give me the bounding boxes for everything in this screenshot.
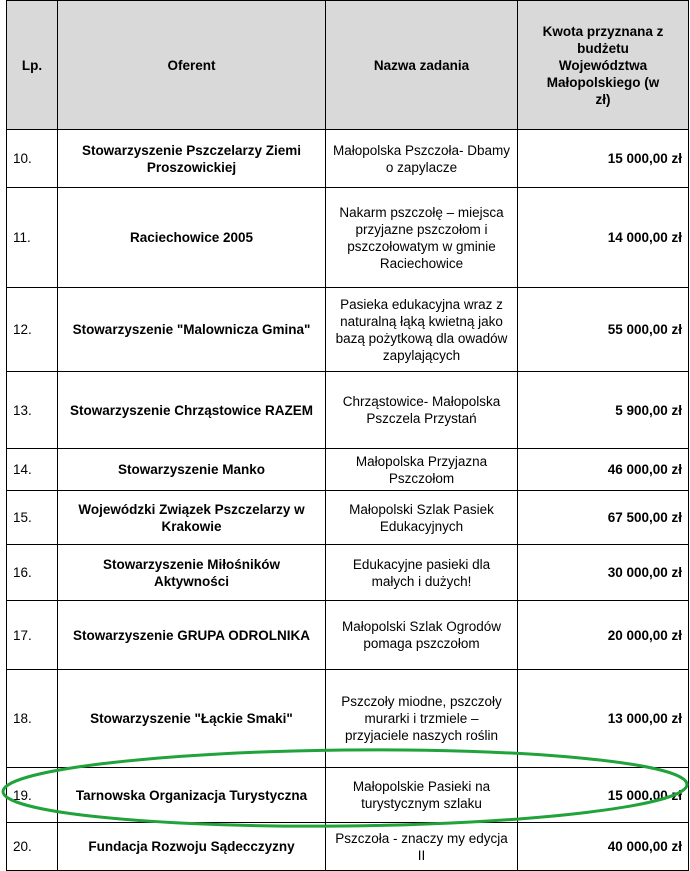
row-task: Małopolski Szlak Pasiek Edukacyjnych	[326, 491, 518, 545]
row-number: 20.	[7, 823, 58, 871]
table-row	[7, 491, 689, 545]
header-kwota: Kwota przyznana z budżetu Województwa Małopolskiego (w zł)	[518, 1, 689, 130]
row-oferent: Stowarzyszenie "Malownicza Gmina"	[58, 288, 326, 372]
table-row-highlighted	[7, 768, 689, 823]
row-task: Edukacyjne pasieki dla małych i dużych!	[326, 545, 518, 601]
row-number: 18.	[7, 670, 58, 768]
row-number: 11.	[7, 188, 58, 288]
table-row	[7, 545, 689, 601]
header-lp: Lp.	[7, 1, 58, 130]
row-oferent: Tarnowska Organizacja Turystyczna	[58, 768, 326, 823]
row-number: 13.	[7, 372, 58, 449]
row-amount: 67 500,00 zł	[518, 491, 689, 545]
table-row	[7, 601, 689, 670]
row-task: Małopolska Przyjazna Pszczołom	[326, 449, 518, 491]
row-oferent: Stowarzyszenie Pszczelarzy Ziemi Proszowickiej	[58, 130, 326, 188]
table-row	[7, 372, 689, 449]
row-amount: 55 000,00 zł	[518, 288, 689, 372]
row-task: Małopolski Szlak Ogrodów pomaga pszczołom	[326, 601, 518, 670]
grants-table	[6, 0, 689, 871]
row-amount: 46 000,00 zł	[518, 449, 689, 491]
row-amount: 15 000,00 zł	[518, 130, 689, 188]
table-row	[7, 130, 689, 188]
row-number: 14.	[7, 449, 58, 491]
row-task: Pszczoła - znaczy my edycja II	[326, 823, 518, 871]
row-oferent: Stowarzyszenie GRUPA ODROLNIKA	[58, 601, 326, 670]
row-oferent: Wojewódzki Związek Pszczelarzy w Krakowie	[58, 491, 326, 545]
row-number: 16.	[7, 545, 58, 601]
row-task: Małopolska Pszczoła- Dbamy o zapylacze	[326, 130, 518, 188]
row-number: 12.	[7, 288, 58, 372]
table-row	[7, 670, 689, 768]
row-amount: 15 000,00 zł	[518, 768, 689, 823]
row-number: 10.	[7, 130, 58, 188]
row-number: 19.	[7, 768, 58, 823]
row-oferent: Fundacja Rozwoju Sądecczyzny	[58, 823, 326, 871]
table-row	[7, 288, 689, 372]
row-amount: 30 000,00 zł	[518, 545, 689, 601]
row-task: Małopolskie Pasieki na turystycznym szlaku	[326, 768, 518, 823]
row-oferent: Stowarzyszenie Miłośników Aktywności	[58, 545, 326, 601]
table-row	[7, 449, 689, 491]
table-row	[7, 188, 689, 288]
row-amount: 5 900,00 zł	[518, 372, 689, 449]
row-number: 15.	[7, 491, 58, 545]
row-task: Nakarm pszczołę – miejsca przyjazne pszczołom i pszczołowatym w gminie Raciechowice	[326, 188, 518, 288]
row-oferent: Raciechowice 2005	[58, 188, 326, 288]
row-number: 17.	[7, 601, 58, 670]
table-row	[7, 823, 689, 871]
row-oferent: Stowarzyszenie "Łąckie Smaki"	[58, 670, 326, 768]
row-task: Pszczoły miodne, pszczoły murarki i trzmiele – przyjaciele naszych roślin	[326, 670, 518, 768]
header-oferent: Oferent	[58, 1, 326, 130]
row-amount: 40 000,00 zł	[518, 823, 689, 871]
row-amount: 14 000,00 zł	[518, 188, 689, 288]
header-row	[7, 1, 689, 130]
row-task: Chrząstowice- Małopolska Pszczela Przystań	[326, 372, 518, 449]
row-oferent: Stowarzyszenie Chrząstowice RAZEM	[58, 372, 326, 449]
row-amount: 13 000,00 zł	[518, 670, 689, 768]
row-oferent: Stowarzyszenie Manko	[58, 449, 326, 491]
header-nazwa-zadania: Nazwa zadania	[326, 1, 518, 130]
row-task: Pasieka edukacyjna wraz z naturalną łąką kwietną jako bazą pożytkową dla owadów zapylających	[326, 288, 518, 372]
row-amount: 20 000,00 zł	[518, 601, 689, 670]
